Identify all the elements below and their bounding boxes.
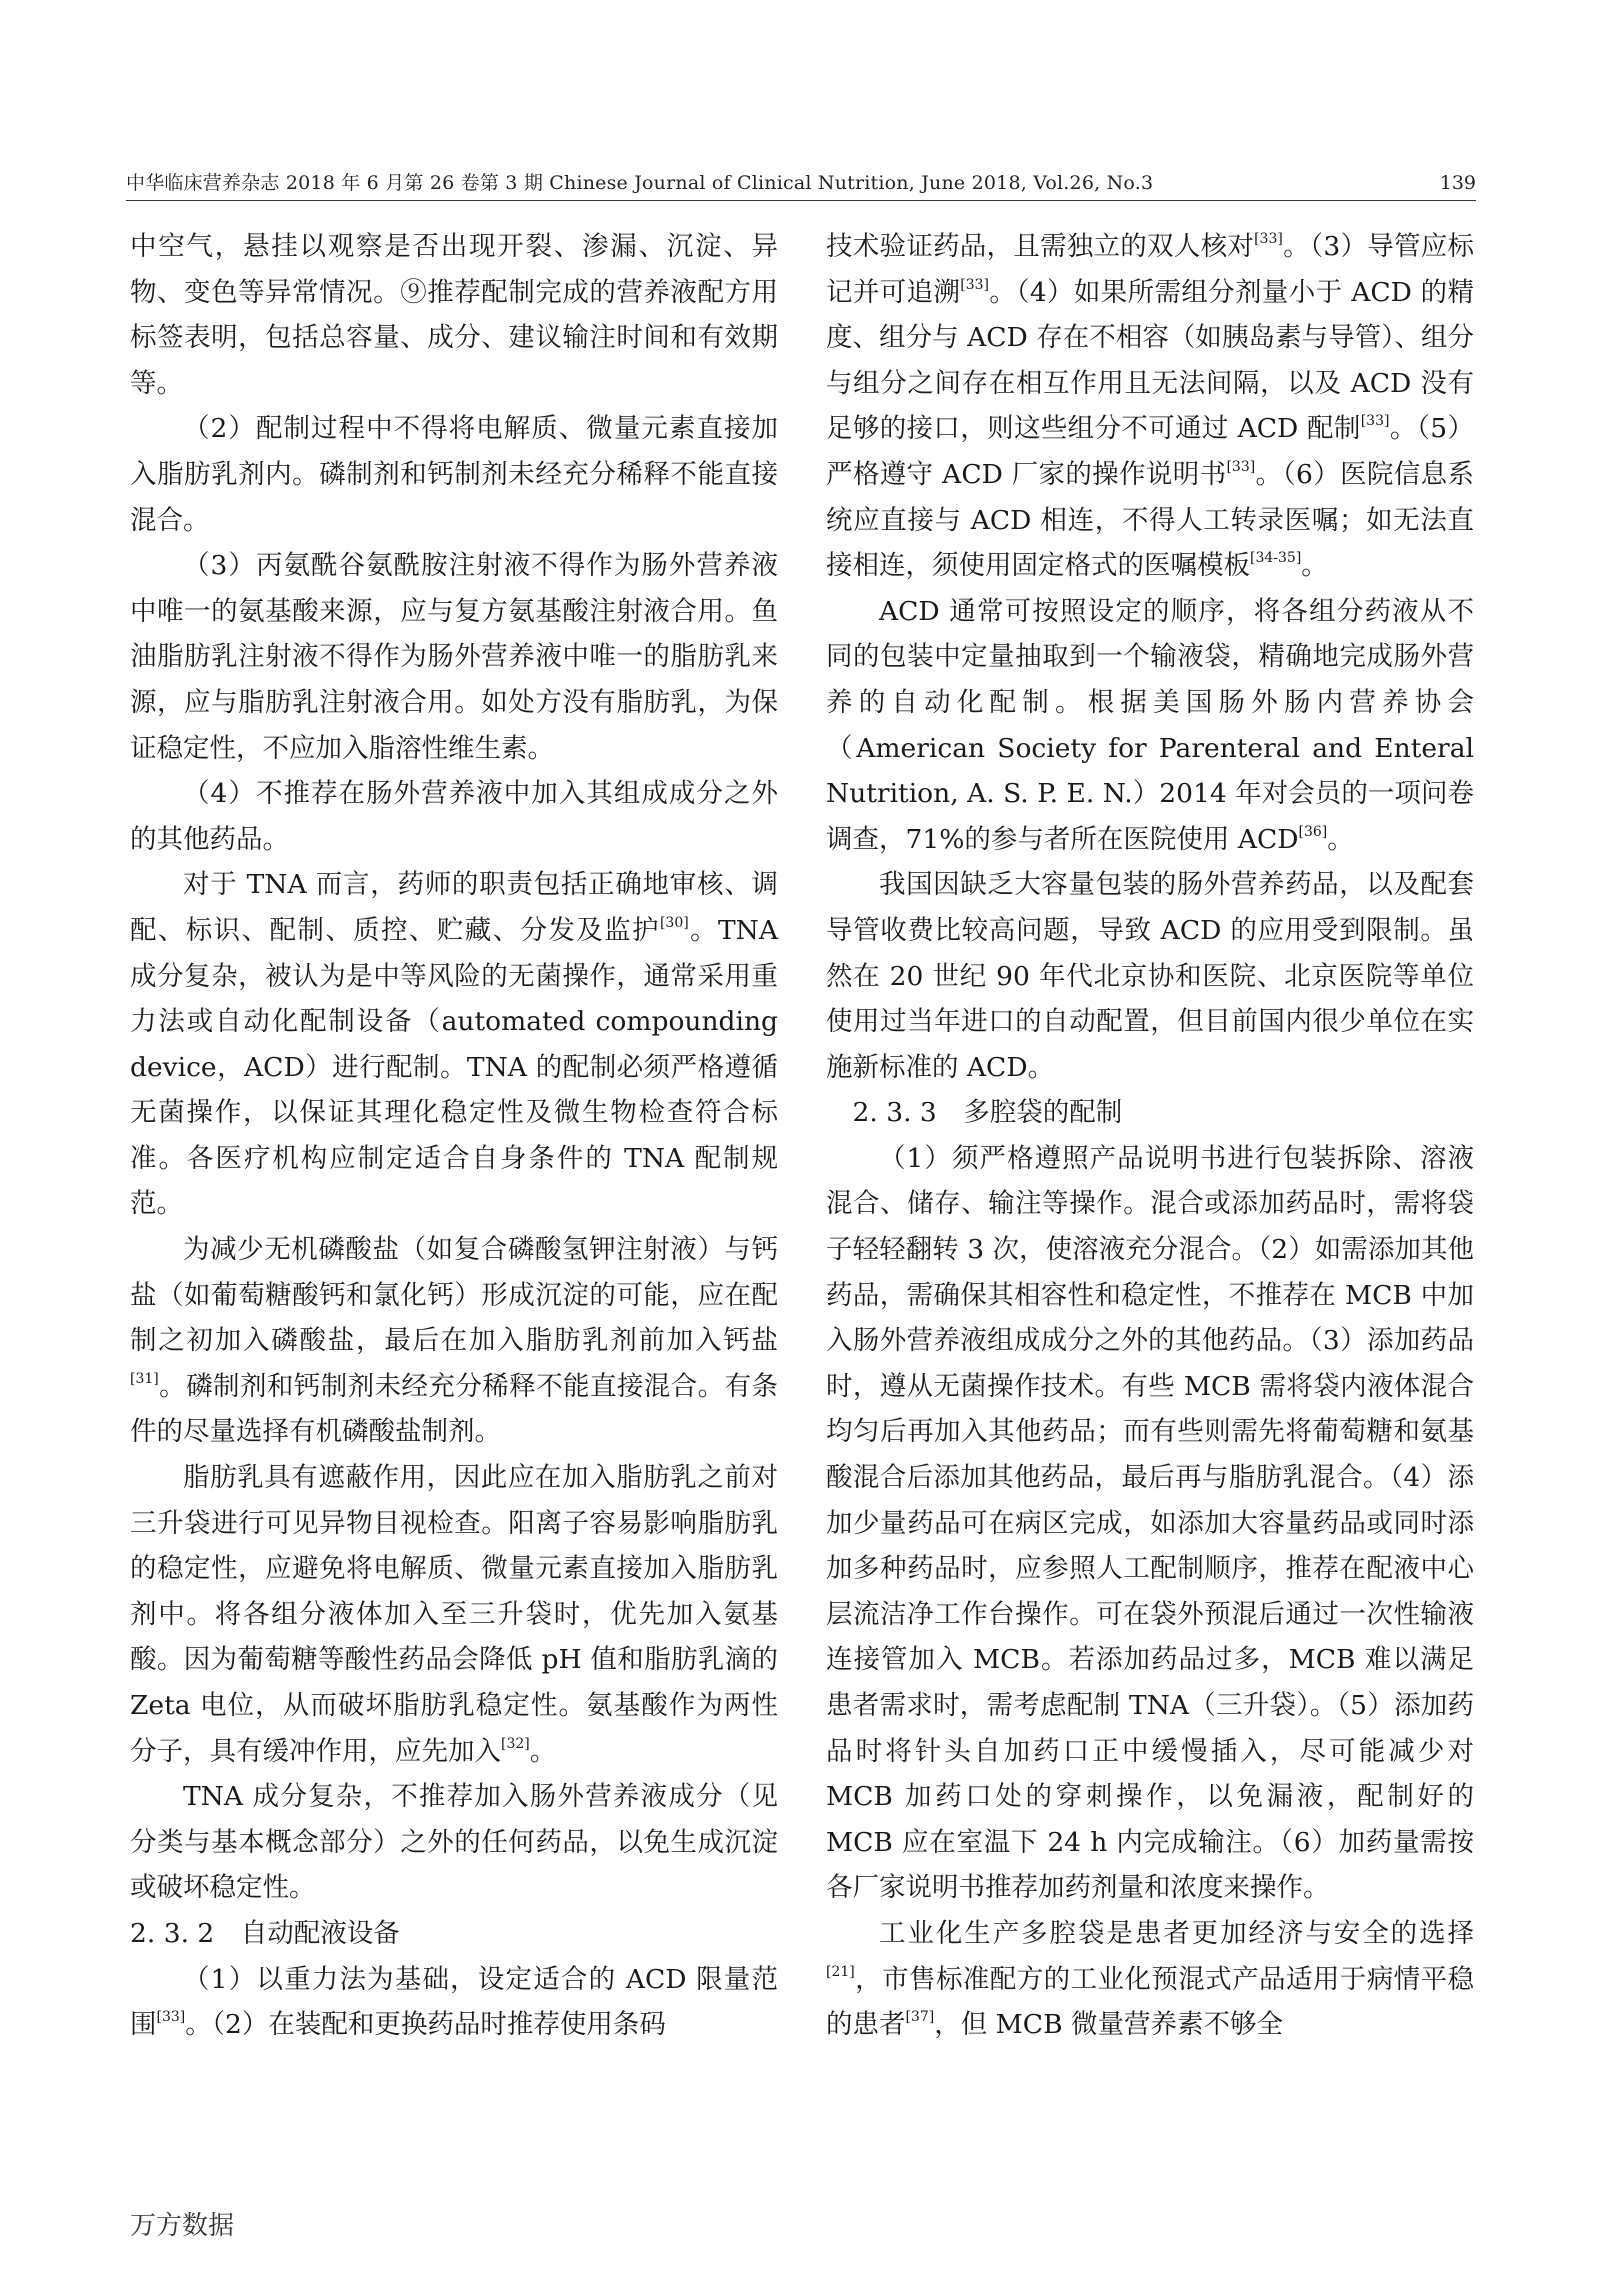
section-heading: 2. 3. 3 多腔袋的配制 [826, 1097, 1123, 1129]
section-heading: 2. 3. 2 自动配液设备 [130, 1917, 400, 1949]
citation: [33] [1254, 231, 1283, 247]
header-rule [126, 200, 1476, 201]
paragraph: 对于 TNA 而言，药师的职责包括正确地审核、调配、标识、配制、质控、贮藏、分发及监护[30]。TNA 成分复杂，被认为是中等风险的无菌操作，通常采用重力法或自动化配制设备（automated compounding device，ACD）进行配制。TNA 的配制必须严格遵循无菌操作，以保证其理化稳定性及微生物检查符合标准。各医疗机构应制定适合自身条件的 TNA 配制规范。 [130, 869, 778, 1220]
page-number: 139 [1439, 172, 1476, 194]
paragraph: 我国因缺乏大容量包装的肠外营养药品，以及配套导管收费比较高问题，导致 ACD 的应用受到限制。虽然在 20 世纪 90 年代北京协和医院、北京医院等单位使用过当年进口的自动配置，但目前国内很少单位在实施新标准的 ACD。 [826, 869, 1474, 1083]
citation: [34-35] [1250, 550, 1302, 567]
paragraph-cont: 中空气，悬挂以观察是否出现开裂、渗漏、沉淀、异物、变色等异常情况。⑨推荐配制完成的营养液配方用标签表明，包括总容量、成分、建议输注时间和有效期等。 [130, 231, 778, 399]
paragraph: （1）以重力法为基础，设定适合的 ACD 限量范围[33]。（2）在装配和更换药品时推荐使用条码 [130, 1963, 778, 2041]
left-column [130, 224, 778, 2048]
paragraph: 为减少无机磷酸盐（如复合磷酸氢钾注射液）与钙盐（如葡萄糖酸钙和氯化钙）形成沉淀的可能，应在配制之初加入磷酸盐，最后在加入脂肪乳剂前加入钙盐[31]。磷制剂和钙制剂未经充分稀释不能直接混合。有条件的尽量选择有机磷酸盐制剂。 [130, 1234, 778, 1448]
citation: [32] [501, 1735, 530, 1752]
citation: [33] [960, 276, 990, 293]
paragraph: 脂肪乳具有遮蔽作用，因此应在加入脂肪乳之前对三升袋进行可见异物目视检查。阳离子容易影响脂肪乳的稳定性，应避免将电解质、微量元素直接加入脂肪乳剂中。将各组分液体加入至三升袋时，优先加入氨基酸。因为葡萄糖等酸性药品会降低 pH 值和脂肪乳滴的 Zeta 电位，从而破坏脂肪乳稳定性。氨基酸作为两性分子，具有缓冲作用，应先加入[32]。 [130, 1462, 778, 1767]
citation: [31] [130, 1370, 159, 1387]
paragraph: （4）不推荐在肠外营养液中加入其组成成分之外的其他药品。 [130, 778, 778, 855]
paragraph-cont: 技术验证药品，且需独立的双人核对[33]。（3）导管应标记并可追溯[33]。（4）如果所需组分剂量小于 ACD 的精度、组分与 ACD 存在不相容（如胰岛素与导管）、组分与组分之间存在相互作用且无法间隔，以及 ACD 没有足够的接口，则这些组分不可通过 ACD 配制[33]。（5）严格遵守 ACD 厂家的操作说明书[33]。（6）医院信息系统应直接与 ACD 相连，不得人工转录医嘱；如无法直接相连，须使用固定格式的医嘱模板[34-35]。 [826, 231, 1475, 582]
citation: [30] [659, 914, 689, 931]
paragraph: （1）须严格遵照产品说明书进行包装拆除、溶液混合、储存、输注等操作。混合或添加药品时，需将袋子轻轻翻转 3 次，使溶液充分混合。（2）如需添加其他药品，需确保其相容性和稳定性，不推荐在 MCB 中加入肠外营养液组成成分之外的其他药品。（3）添加药品时，遵从无菌操作技术。有些 MCB 需将袋内液体混合均匀后再加入其他药品；而有些则需先将葡萄糖和氨基酸混合后添加其他药品，最后再与脂肪乳混合。（4）添加少量药品可在病区完成，如添加大容量药品或同时添加多种药品时，应参照人工配制顺序，推荐在配液中心层流洁净工作台操作。可在袋外预混后通过一次性输液连接管加入 MCB。若添加药品过多，MCB 难以满足患者需求时，需考虑配制 TNA（三升袋）。（5）添加药品时将针头自加药口正中缓慢插入，尽可能减少对 MCB 加药口处的穿刺操作，以免漏液，配制好的 MCB 应在室温下 24 h 内完成输注。（6）加药量需按各厂家说明书推荐加药剂量和浓度来操作。 [826, 1142, 1474, 1904]
paragraph: （2）配制过程中不得将电解质、微量元素直接加入脂肪乳剂内。磷制剂和钙制剂未经充分稀释不能直接混合。 [130, 413, 778, 536]
running-header [126, 168, 1476, 198]
paragraph: TNA 成分复杂，不推荐加入肠外营养液成分（见分类与基本概念部分）之外的任何药品，以免生成沉淀或破坏稳定性。 [130, 1781, 778, 1904]
citation: [33] [1226, 458, 1256, 475]
journal-citation: 中华临床营养杂志 2018 年 6 月第 26 卷第 3 期 Chinese Journal of Clinical Nutrition, June 2018, Vol.26, No.3 [126, 172, 1154, 194]
right-column [826, 224, 1474, 2048]
paragraph: 工业化生产多腔袋是患者更加经济与安全的选择[21]，市售标准配方的工业化预混式产品适用于病情平稳的患者[37]，但 MCB 微量营养素不够全 [826, 1917, 1474, 2041]
footer-watermark: 万方数据 [130, 2211, 235, 2241]
citation: [37] [905, 2009, 935, 2026]
paragraph: （3）丙氨酰谷氨酰胺注射液不得作为肠外营养液中唯一的氨基酸来源，应与复方氨基酸注射液合用。鱼油脂肪乳注射液不得作为肠外营养液中唯一的脂肪乳来源，应与脂肪乳注射液合用。如处方没有脂肪乳，为保证稳定性，不应加入脂溶性维生素。 [130, 550, 778, 764]
paragraph: ACD 通常可按照设定的顺序，将各组分药液从不同的包装中定量抽取到一个输液袋，精确地完成肠外营养的自动化配制。根据美国肠外肠内营养协会（American Society for Parenteral and Enteral Nutrition, A. S. P. E. N.）2014 年对会员的一项问卷调查，71%的参与者所在医院使用 ACD[36]。 [826, 595, 1474, 855]
citation: [33] [1360, 413, 1390, 430]
citation: [21] [826, 1963, 855, 1980]
citation: [36] [1298, 823, 1328, 840]
citation: [33] [156, 2009, 186, 2026]
